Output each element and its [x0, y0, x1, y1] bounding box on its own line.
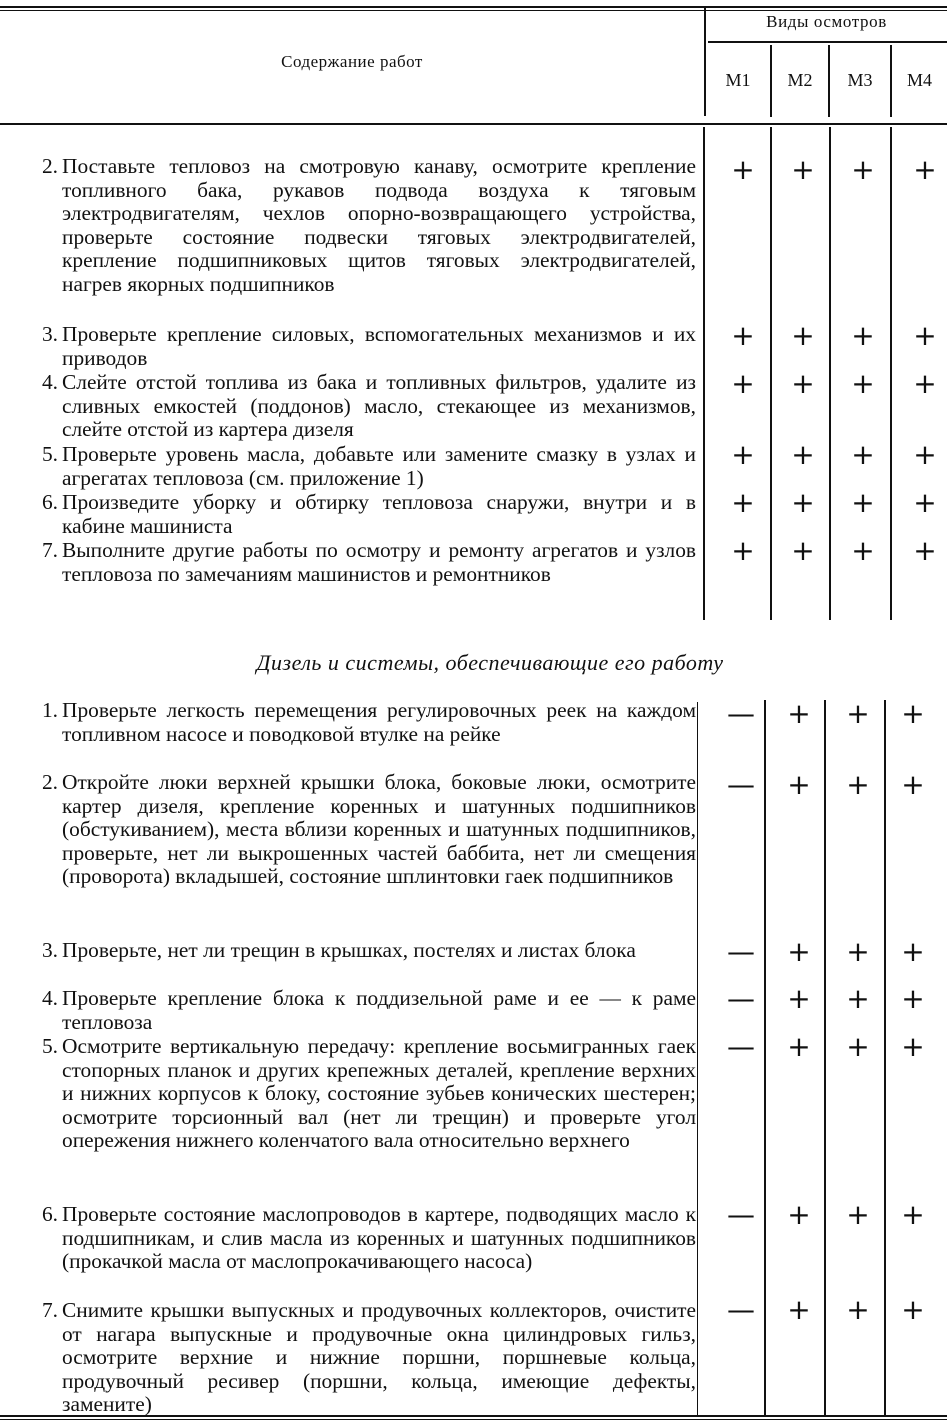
- top-border-inner: [0, 10, 947, 11]
- s1-vline-m4: [890, 127, 892, 620]
- row-text: Слейте отстой топлива из бака и топливных фильтров, удалите из сливных емкостей (поддонов) масло, стекающее из механизмов, слейте отстой из картера дизеля: [62, 370, 696, 442]
- mark-cell: +: [851, 486, 875, 519]
- mark-cell: +: [851, 367, 875, 400]
- mark-cell: +: [791, 534, 815, 567]
- column-header-m3: М3: [847, 70, 873, 90]
- table-row: [0, 155, 700, 323]
- row-text: Снимите крышки выпускных и продувочных коллекторов, очистите от нагара выпускные и продувочные окна цилиндровых гильз, осмотрите верхние и нижние поршни, поршневые кольца, продувочный ресивер (поршни, кольца, имеющие дефекты, замените): [62, 1298, 696, 1417]
- table-row: [0, 699, 700, 771]
- row-text: Проверьте состояние маслопроводов в картере, подводящих масло к подшипникам, и слив масла из коренных и шатунных подшипников (прокачкой масла от маслопрокачивающего насоса): [62, 1202, 696, 1274]
- row-text: Проверьте, нет ли трещин в крышках, постелях и листах блока: [62, 938, 636, 962]
- mark-cell: —: [727, 935, 755, 968]
- mark-cell: +: [846, 768, 870, 801]
- mark-cell: +: [851, 319, 875, 352]
- mark-cell: +: [731, 438, 755, 471]
- mark-cell: +: [901, 935, 925, 968]
- section2-rows: [0, 699, 700, 1419]
- mark-cell: +: [913, 367, 937, 400]
- mark-cell: +: [791, 486, 815, 519]
- section1-rows: [0, 155, 700, 611]
- column-header-m2: М2: [787, 70, 813, 90]
- mark-cell: +: [791, 367, 815, 400]
- section-title: Дизель и системы, обеспечивающие его работу: [256, 650, 724, 675]
- mark-cell: +: [787, 1198, 811, 1231]
- mark-cell: +: [846, 1293, 870, 1326]
- mark-cell: +: [901, 1293, 925, 1326]
- bottom-border-inner: [0, 1419, 947, 1420]
- row-text: Проверьте крепление силовых, вспомогательных механизмов и их приводов: [62, 322, 696, 370]
- row-text: Осмотрите вертикальную передачу: крепление восьмигранных гаек стопорных планок и других крепежных деталей, крепление верхних и нижних корпусов к блоку, состояние зубьев конических шестерен; осмотрите торсионный вал (нет ли трещин) и проверьте угол опережения нижнего коленчатого вала относительно верхнего: [62, 1034, 696, 1153]
- mark-cell: +: [787, 1293, 811, 1326]
- mark-cell: +: [913, 534, 937, 567]
- mark-cell: +: [791, 153, 815, 186]
- mark-cell: —: [727, 1198, 755, 1231]
- table-row: [0, 323, 700, 371]
- table-row: [0, 987, 700, 1035]
- top-border: [0, 6, 947, 8]
- mark-cell: +: [913, 319, 937, 352]
- mark-cell: +: [787, 697, 811, 730]
- table-row: [0, 1299, 700, 1419]
- mark-cell: +: [787, 935, 811, 968]
- mark-cell: +: [901, 982, 925, 1015]
- mark-cell: +: [791, 319, 815, 352]
- s1-vline-left: [703, 127, 705, 620]
- mark-cell: +: [851, 534, 875, 567]
- row-text: Проверьте крепление блока к поддизельной раме и ее — к раме тепловоза: [62, 986, 696, 1034]
- mark-cell: +: [846, 1030, 870, 1063]
- row-number: 6.: [41, 490, 58, 514]
- table-row: [0, 939, 700, 987]
- s2-vline-m2: [764, 700, 766, 1415]
- mark-cell: —: [727, 697, 755, 730]
- row-number: 3.: [41, 322, 58, 346]
- row-number: 2.: [41, 770, 58, 794]
- mark-cell: —: [727, 1293, 755, 1326]
- s2-vline-m3: [824, 700, 826, 1415]
- mark-cell: —: [727, 982, 755, 1015]
- row-number: 4.: [41, 370, 58, 394]
- mark-cell: +: [913, 486, 937, 519]
- row-number: 7.: [41, 1298, 58, 1322]
- mark-cell: +: [901, 1198, 925, 1231]
- table-row: [0, 1203, 700, 1299]
- s2-vline-m4: [884, 700, 886, 1415]
- mark-cell: —: [727, 1030, 755, 1063]
- row-number: 5.: [41, 442, 58, 466]
- group-divider: [708, 41, 947, 43]
- row-text: Проверьте уровень масла, добавьте или замените смазку в узлах и агрегатах тепловоза (см. приложение 1): [62, 442, 696, 490]
- mark-cell: +: [901, 768, 925, 801]
- row-text: Откройте люки верхней крышки блока, боковые люки, осмотрите картер дизеля, крепление коренных и шатунных подшипников (обстукиванием), места вблизи коренных и шатунных подшипников, проверьте, нет ли выкрошенных частей баббита, нет ли смещения (проворота) вкладышей, состояние шплинтовки гаек подшипников: [62, 770, 696, 889]
- mark-cell: +: [913, 438, 937, 471]
- row-text: Выполните другие работы по осмотру и ремонту агрегатов и узлов тепловоза по замечаниям машинистов и ремонтников: [62, 538, 696, 586]
- row-number: 3.: [41, 938, 58, 962]
- mark-cell: +: [901, 1030, 925, 1063]
- row-text: Поставьте тепловоз на смотровую канаву, осмотрите крепление топливного бака, рукавов подвода воздуха к тяговым электродвигателям, чехлов опорно-возвращающего устройства, проверьте состояние подвески тяговых электродвигателей, крепление подшипниковых щитов тяговых электродвигателей, нагрев якорных подшипников: [62, 154, 696, 296]
- table-row: [0, 491, 700, 539]
- row-number: 6.: [41, 1202, 58, 1226]
- mark-cell: +: [851, 438, 875, 471]
- table-row: [0, 371, 700, 443]
- mark-cell: +: [787, 768, 811, 801]
- mark-cell: +: [791, 438, 815, 471]
- table-row: [0, 1035, 700, 1203]
- mark-cell: +: [913, 153, 937, 186]
- mark-cell: +: [787, 1030, 811, 1063]
- row-number: 5.: [41, 1034, 58, 1058]
- mark-cell: —: [727, 768, 755, 801]
- s1-vline-m3: [829, 127, 831, 620]
- mark-cell: +: [846, 1198, 870, 1231]
- row-number: 4.: [41, 986, 58, 1010]
- mark-cell: +: [731, 319, 755, 352]
- s1-vline-m2: [770, 127, 772, 620]
- column-header-content: Содержание работ: [281, 52, 423, 71]
- mark-cell: +: [731, 534, 755, 567]
- column-group-header: Виды осмотров: [766, 12, 887, 31]
- column-header-m4: М4: [906, 70, 932, 90]
- row-number: 1.: [41, 698, 58, 722]
- mark-cell: +: [851, 153, 875, 186]
- table-row: [0, 539, 700, 611]
- row-number: 2.: [41, 154, 58, 178]
- mark-cell: +: [731, 153, 755, 186]
- row-text: Проверьте легкость перемещения регулировочных реек на каждом топливном насосе и поводковой втулке на рейке: [62, 698, 696, 746]
- mark-cell: +: [901, 697, 925, 730]
- mark-cell: +: [846, 982, 870, 1015]
- table-row: [0, 771, 700, 939]
- row-number: 7.: [41, 538, 58, 562]
- mark-cell: +: [731, 486, 755, 519]
- column-header-m1: М1: [725, 70, 751, 90]
- row-text: Произведите уборку и обтирку тепловоза снаружи, внутри и в кабине машиниста: [62, 490, 696, 538]
- table-row: [0, 443, 700, 491]
- mark-cell: +: [787, 982, 811, 1015]
- mark-cell: +: [846, 697, 870, 730]
- mark-cell: +: [731, 367, 755, 400]
- header-bottom-border: [0, 123, 947, 125]
- mark-cell: +: [846, 935, 870, 968]
